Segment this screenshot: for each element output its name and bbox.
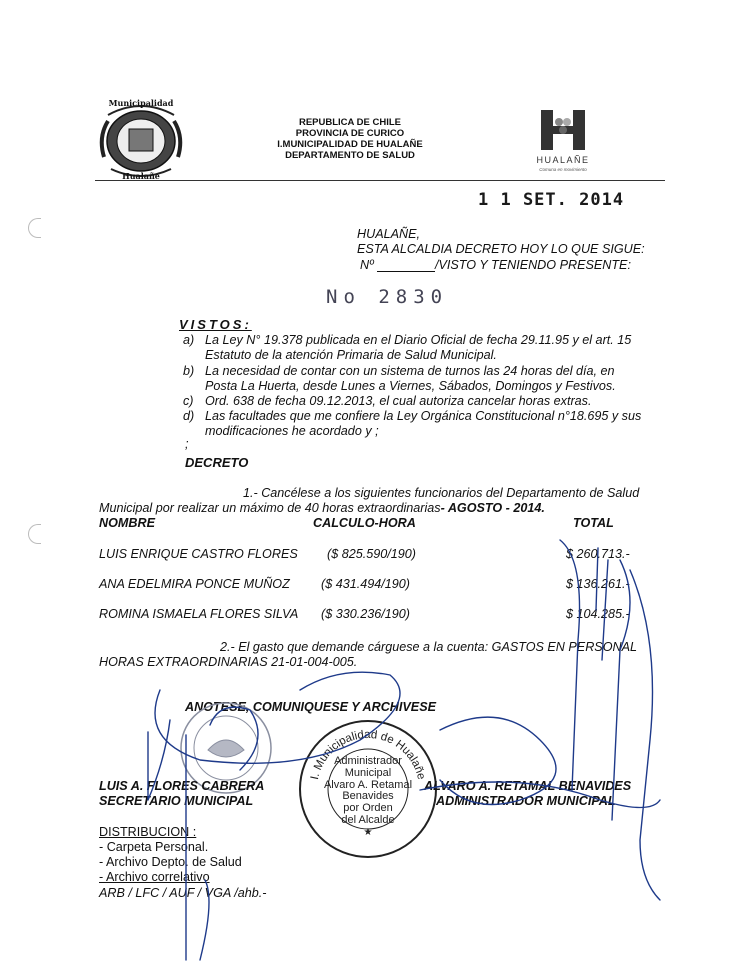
header-line-municipalidad: I.MUNICIPALIDAD DE HUALAÑE [277, 139, 423, 150]
vistos-separator: ; [185, 437, 189, 451]
point1-line1: 1.- Cancélese a los siguientes funcionarios del Departamento de Salud [243, 486, 640, 500]
table-row [99, 607, 659, 623]
table-header-calculo: CALCULO-HORA [313, 516, 416, 530]
seal-line: por Orden [343, 802, 393, 815]
crest-top-text: Municipalidad [108, 98, 174, 108]
municipal-crest [96, 97, 186, 183]
crest-bottom-text: Hualañe [122, 171, 160, 181]
vistos-item-a [183, 333, 683, 363]
header-line-republica: REPUBLICA DE CHILE [298, 117, 402, 128]
punch-hole-top [28, 218, 41, 238]
distribution-item: - Archivo Depto. de Salud [99, 855, 242, 869]
official-seal [297, 718, 439, 860]
table-header-total: TOTAL [573, 516, 614, 530]
row-total: $ 136.261.- [566, 577, 630, 591]
row-name: LUIS ENRIQUE CASTRO FLORES [99, 547, 298, 561]
intro-decree-line: ESTA ALCALDIA DECRETO HOY LO QUE SIGUE: [357, 242, 645, 256]
point1-period: - AGOSTO - 2014. [440, 501, 545, 515]
hualane-logo [533, 108, 593, 176]
header-line-provincia: PROVINCIA DE CURICO [295, 128, 405, 139]
point1-line2 [99, 501, 545, 516]
seal-line: Benavides [342, 790, 394, 803]
vistos-letter: b) [183, 364, 195, 378]
right-signatory-name: ALVARO A. RETAMAL BENAVIDES [424, 779, 632, 793]
right-signatory-title: ADMINISTRADOR MUNICIPAL [436, 794, 616, 808]
stamp-date: 1 1 SET. 2014 [478, 190, 625, 210]
vistos-line: Posta La Huerta, desde Lunes a Viernes, Sábados, Domingos y Festivos. [205, 379, 616, 393]
left-signatory-title: SECRETARIO MUNICIPAL [99, 794, 254, 808]
distribution-initials: ARB / LFC / AUF / VGA /ahb.- [99, 886, 267, 900]
table-row [99, 577, 659, 593]
row-total: $ 104.285.- [566, 607, 630, 621]
vistos-item-b [183, 364, 683, 394]
decreto-title: DECRETO [185, 455, 249, 470]
closing-line: ANOTESE, COMUNIQUESE Y ARCHIVESE [185, 700, 436, 714]
vistos-line: Estatuto de la atención Primaria de Salud Municipal. [205, 348, 497, 362]
distribution-item: - Archivo correlativo [99, 870, 210, 884]
row-name: ANA EDELMIRA PONCE MUÑOZ [99, 577, 290, 591]
vistos-letter: d) [183, 409, 195, 423]
distribution-title: DISTRIBUCION : [99, 825, 197, 839]
decree-number-stamp: No 2830 [326, 286, 449, 308]
row-total: $ 260.713.- [566, 547, 630, 561]
intro-number-blank [377, 271, 435, 272]
row-name: ROMINA ISMAELA FLORES SILVA [99, 607, 299, 621]
seal-line: del Alcalde [341, 813, 395, 826]
vistos-line: modificaciones he acordado y ; [205, 424, 379, 438]
vistos-item-c [183, 394, 683, 409]
vistos-line: La Ley N° 19.378 publicada en el Diario Oficial de fecha 29.11.95 y el art. 15 [205, 333, 632, 347]
seal-line: Administrador [334, 755, 402, 767]
header-rule [95, 180, 665, 181]
seal-line: Alvaro A. Retamal [323, 778, 413, 791]
punch-hole-middle [28, 524, 41, 544]
seal-center-text [311, 756, 425, 839]
vistos-title: VISTOS: [179, 317, 252, 332]
vistos-item-d [183, 409, 683, 439]
table-row [99, 547, 659, 563]
intro-number-label: Nº [360, 258, 374, 272]
vistos-line: La necesidad de contar con un sistema de turnos las 24 horas del día, en [205, 364, 615, 378]
point2-line1: 2.- El gasto que demande cárguese a la cuenta: GASTOS EN PERSONAL [220, 640, 637, 654]
logo-tagline: Comuna en movimiento [539, 167, 587, 172]
seal-line: Municipal [344, 766, 392, 779]
seal-star-icon: ★ [363, 826, 373, 838]
seal-ring-text: I. Municipalidad de Hualañe [308, 728, 428, 781]
vistos-letter: c) [183, 394, 194, 408]
intro-visto-line: /VISTO Y TENIENDO PRESENTE: [435, 258, 631, 272]
vistos-line: Ord. 638 de fecha 09.12.2013, el cual autoriza cancelar horas extras. [205, 394, 592, 408]
intro-city: HUALAÑE, [357, 227, 420, 241]
point2-line2: HORAS EXTRAORDINARIAS 21-01-004-005. [99, 655, 358, 669]
row-calc: ($ 431.494/190) [321, 577, 410, 591]
logo-name: HUALAÑE [536, 155, 590, 165]
table-header-nombre: NOMBRE [99, 516, 155, 530]
header-line-departamento: DEPARTAMENTO DE SALUD [285, 150, 415, 161]
vistos-letter: a) [183, 333, 195, 347]
point1-text: Municipal por realizar un máximo de 40 horas extraordinarias [99, 501, 441, 515]
row-calc: ($ 330.236/190) [321, 607, 410, 621]
row-calc: ($ 825.590/190) [327, 547, 416, 561]
vistos-line: Las facultades que me confiere la Ley Orgánica Constitucional n°18.695 y sus [205, 409, 642, 423]
left-signatory-name: LUIS A. FLORES CABRERA [99, 779, 265, 793]
header-text-block [240, 117, 460, 161]
distribution-item: - Carpeta Personal. [99, 840, 209, 854]
